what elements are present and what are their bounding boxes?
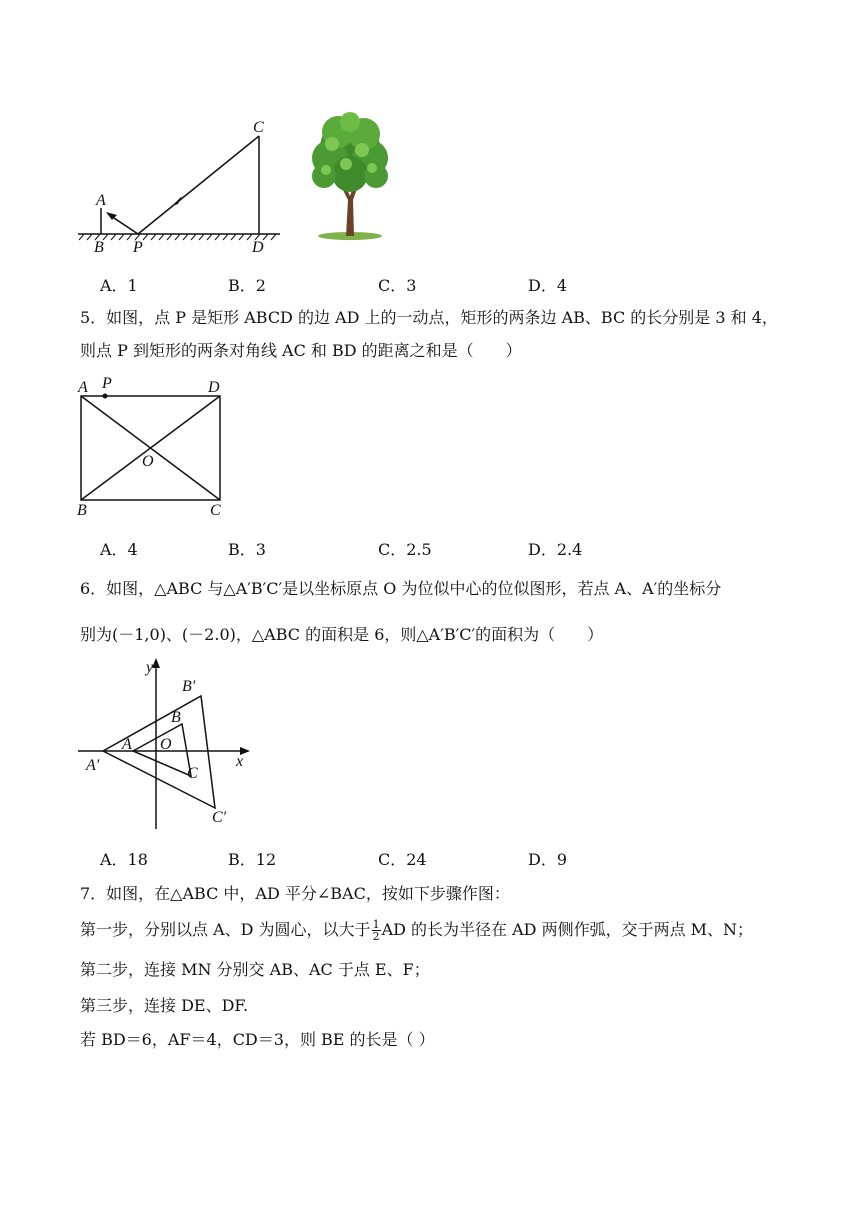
q5-text-line2: 则点 P 到矩形的两条对角线 AC 和 BD 的距离之和是（ ） [80,341,522,360]
q5-option-d[interactable]: D．2.4 [528,540,583,559]
tree-icon [302,108,397,243]
q5-figure [72,374,237,520]
q7-text-line3: 第二步，连接 MN 分别交 AB、AC 于点 E、F； [80,960,430,979]
q7-text-line1: 7．如图，在△ABC 中，AD 平分∠BAC，按如下步骤作图： [80,884,510,903]
q6-label-b-prime: B′ [182,678,196,695]
q6-label-y: y [146,659,154,676]
q6-text-line2: 别为(－1,0)、(－2.0)，△ABC 的面积是 6，则△A′B′C′的面积为（ ） [80,625,604,644]
q4-label-a: A [96,192,106,209]
q4-label-d: D [252,239,264,256]
q6-label-b: B [171,709,181,726]
q4-label-b: B [94,239,104,256]
q5-label-p: P [102,375,112,392]
q7-text-line5: 若 BD＝6，AF＝4，CD＝3，则 BE 的长是（ ） [80,1030,435,1049]
q6-label-c-prime: C′ [212,809,227,826]
q5-label-b: B [77,502,87,519]
q7-line2-post: AD 的长为半径在 AD 两侧作弧，交于两点 M、N； [381,920,754,939]
q4-label-c: C [253,119,264,136]
q5-label-a: A [78,379,88,396]
q6-text-line1: 6．如图，△ABC 与△A′B′C′是以坐标原点 O 为位似中心的位似图形，若点 A、A′的坐标分 [80,579,722,598]
q7-fraction-numerator: 1 [372,918,380,931]
q6-label-o: O [160,736,172,753]
q5-option-b[interactable]: B．3 [228,540,266,559]
q5-label-d: D [208,379,220,396]
q5-option-c[interactable]: C．2.5 [378,540,432,559]
q6-option-c[interactable]: C．24 [378,850,427,869]
q6-label-x: x [236,753,244,770]
q5-label-c: C [210,502,221,519]
q7-text-line2 [80,919,753,942]
q6-option-d[interactable]: D．9 [528,850,568,869]
q7-fraction [372,919,381,942]
q7-fraction-denominator: 2 [372,930,380,943]
q4-option-a[interactable]: A．1 [100,276,138,295]
q6-figure [76,654,256,832]
q4-option-b[interactable]: B．2 [228,276,266,295]
q6-label-a: A [122,736,132,753]
q4-option-d[interactable]: D．4 [528,276,568,295]
q6-option-a[interactable]: A．18 [100,850,148,869]
q4-option-c[interactable]: C．3 [378,276,417,295]
q7-line2-pre: 第一步，分别以点 A、D 为圆心，以大于 [80,920,371,939]
q4-figure [70,110,300,260]
q5-text-line1: 5．如图，点 P 是矩形 ABCD 的边 AD 上的一动点，矩形的两条边 AB、BC 的长分别是 3 和 4， [80,308,778,327]
q6-label-c: C [187,765,198,782]
q6-label-a-prime: A′ [86,757,100,774]
q7-text-line4: 第三步，连接 DE、DF. [80,996,249,1015]
q5-label-o: O [142,453,154,470]
q5-option-a[interactable]: A．4 [100,540,138,559]
q6-option-b[interactable]: B．12 [228,850,277,869]
q4-label-p: P [133,239,143,256]
